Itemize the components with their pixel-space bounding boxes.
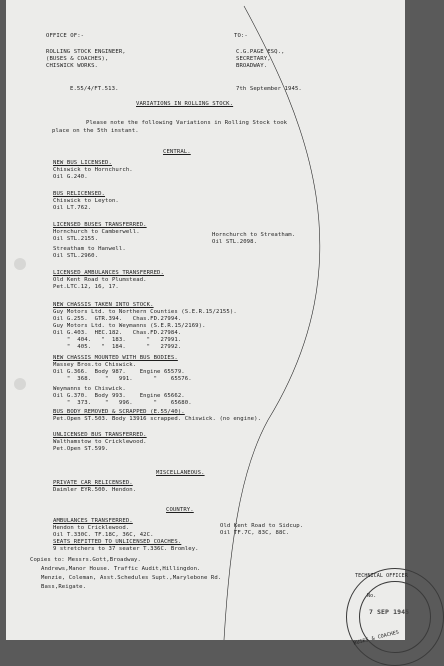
received-stamp: TECHNICAL OFFICER No. 7 SEP 1945 BUSES & COACHES bbox=[346, 568, 444, 666]
to-address: C.G.PAGE ESQ., SECRETARY, BROADWAY. bbox=[236, 49, 285, 69]
copies-to: Copies to: Messrs.Gott,Broadway. Andrews,Manor House. Traffic Audit,Hillingdon. Menzie, Coleman, Asst.Schedules Supt.,Marylebone Rd. Bass,Reigate. bbox=[30, 557, 222, 590]
intro-text: Please note the following Variations in Rolling Stock took place on the 5th instant. bbox=[52, 120, 288, 134]
unlicensed-bus-transferred: UNLICENSED BUS TRANSFERRED. Walthamstow to Cricklewood. Pet.Open ST.599. bbox=[53, 432, 147, 452]
section-heading-miscellaneous: MISCELLANEOUS. bbox=[156, 470, 205, 476]
to-label: TO:- bbox=[234, 33, 248, 39]
new-chassis-into-stock: NEW CHASSIS TAKEN INTO STOCK. Guy Motors Ltd. to Northern Counties (S.E.R.15/2155). Oil G.255. GTR.394. Chas.FD.27994. Guy Motors Ltd. to Weymanns (S.E.R.15/2169). Oil G.403. HEC.182. Chas.FD.27984. " 404. " 183. " 27991. " 405. " 184. " 27992. bbox=[53, 302, 237, 350]
licensed-buses-transferred-right: Hornchurch to Streatham. Oil STL.2098. bbox=[212, 232, 296, 245]
from-label: OFFICE OF:- bbox=[46, 33, 85, 39]
seats-refitted: SEATS REFITTED TO UNLICENSED COACHES. 9 stretchers to 37 seater T.336C. Bromley. bbox=[53, 539, 199, 552]
bus-body-removed: BUS BODY REMOVED & SCRAPPED (E.55/40). Pet.Open ST.503. Body 13916 scrapped. Chiswick. (no engine). bbox=[53, 409, 262, 422]
ambulances-transferred: LICENSED AMBULANCES TRANSFERRED. Old Kent Road to Plumstead. Pet.LTC.12, 16, 17. bbox=[53, 270, 164, 290]
section-heading-central: CENTRAL. bbox=[163, 149, 191, 155]
country-ambulances-transferred-right: Old Kent Road to Sidcup. Oil TF.7C, 83C, 88C. bbox=[220, 523, 304, 536]
bus-relicensed: BUS RELICENSED. Chiswick to Leyton. Oil LT.762. bbox=[53, 191, 119, 211]
country-ambulances-transferred: AMBULANCES TRANSFERRED. Hendon to Cricklewood. Oil T.330C. TF.18C, 36C, 42C. bbox=[53, 518, 154, 538]
licensed-buses-transferred: LICENSED BUSES TRANSFERRED. Hornchurch to Camberwell. Oil STL.2155. Streatham to Hanwell. Oil STL.2960. bbox=[53, 222, 147, 259]
new-bus-licensed: NEW BUS LICENSED. Chiswick to Hornchurch. Oil G.240. bbox=[53, 160, 133, 180]
new-chassis-bodies: NEW CHASSIS MOUNTED WITH BUS BODIES. Massey Bros.to Chiswick. Oil G.366. Body 987. Engine 65579. " 368. " 991. " 65576. Weymanns to Chiswick. Oil G.370. Body 993. Engine 65662. " 373. " 996. " 65680. bbox=[53, 355, 192, 406]
reference: E.55/4/FT.513. bbox=[70, 86, 119, 92]
from-address: ROLLING STOCK ENGINEER, (BUSES & COACHES), CHISWICK WORKS. bbox=[46, 49, 126, 69]
private-car-relicensed: PRIVATE CAR RELICENSED. Daimler EYR.500. Hendon. bbox=[53, 480, 137, 493]
section-heading-country: COUNTRY. bbox=[166, 507, 194, 513]
date: 7th September 1945. bbox=[236, 86, 302, 92]
document-title: VARIATIONS IN ROLLING STOCK. bbox=[136, 101, 234, 107]
document-page bbox=[6, 0, 410, 647]
